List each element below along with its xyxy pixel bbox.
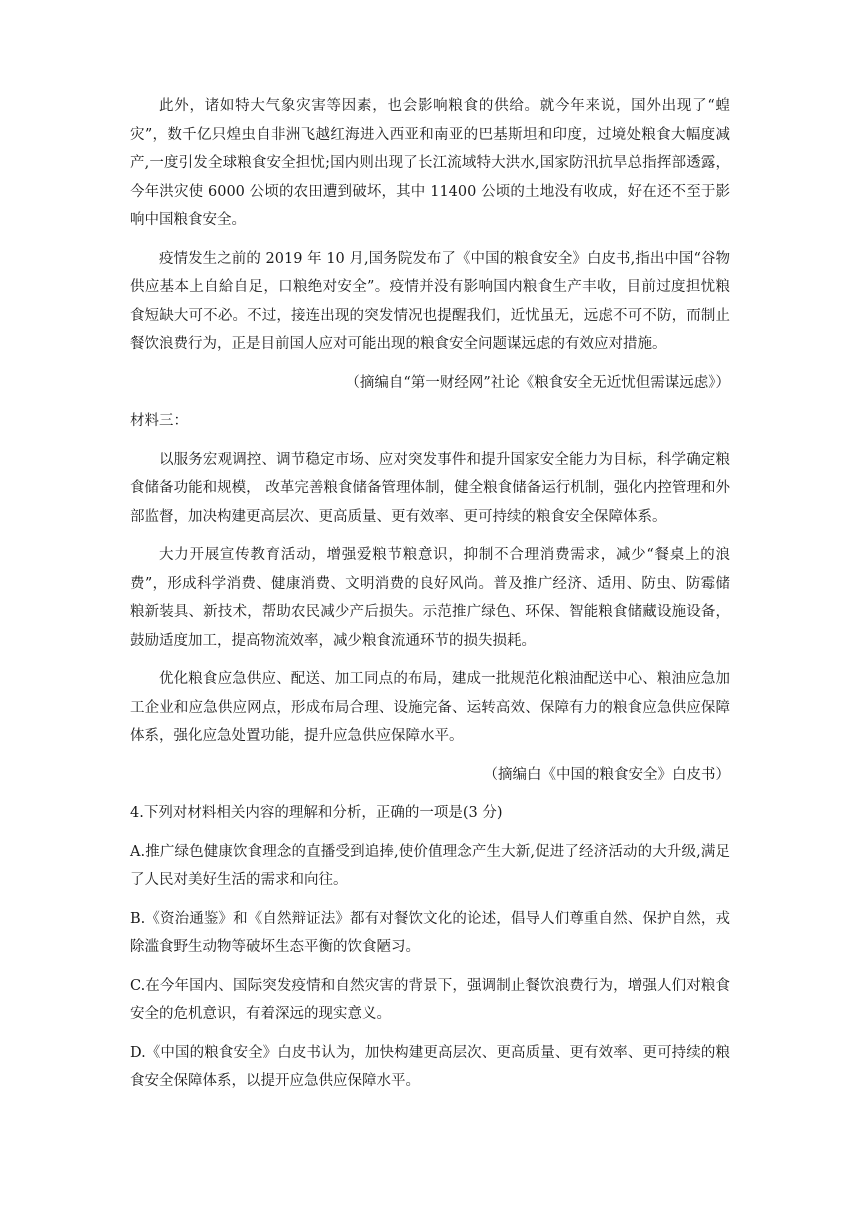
- material2-paragraph-2: 疫情发生之前的 2019 年 10 月,国务院发布了《中国的粮食安全》白皮书,指出中国“谷物供应基本上自給自足，口粮绝对安全”。疫情并没有影响国内粮食生产丰收，目前过度担忧粮食短缺大可不必。不过，接连出现的突发情况也提醒我们，近忧虽无，远虑不可不防，而制止餐饮浪费行为，正是目前国人应对可能出现的粮食安全问题谋远虑的有效应对措施。: [130, 250, 730, 352]
- material3-paragraph-2: 大力开展宣传教育活动，增强爱粮节粮意识，抑制不合理消费需求，减少“餐桌上的浪费”，形成科学消费、健康消费、文明消费的良好风尚。普及推广经济、适用、防虫、防霉储粮新装具、新技术，帮助农民减少产后损失。示范推广绿色、环保、智能粮食储藏设施设备，鼓励适度加工，提高物流效率，减少粮食流通环节的损失损耗。: [130, 547, 730, 649]
- question-option-d: D.《中国的粮食安全》白皮书认为，加快构建更高层次、更高质量、更有效率、更可持续的粮食安全保障体系，以提开应急供应保障水平。: [130, 1044, 730, 1089]
- material2-source: （摘编自“第一财经网”社论《粮食安全无近忧但需谋远虑》）: [345, 374, 730, 391]
- material3-paragraph-1: 以服务宏观调控、调节稳定市场、应对突发事件和提升国家安全能力为目标，科学确定粮食储备功能和规模， 改革完善粮食储备管理体制，健全粮食储备运行机制，强化内控管理和外部监督，加决构建更高层次、更高质量、更有效率、更可持续的粮食安全保障体系。: [130, 451, 730, 525]
- question-option-b: B.《资治通鉴》和《自然辩证法》都有对餐饮文化的论述，倡导人们尊重自然、保护自然，戎除滥食野生动物等破坏生态平衡的饮食陋习。: [130, 910, 730, 955]
- material3-source: （摘编白《中国的粮食安全》白皮书）: [483, 766, 730, 783]
- question-option-c: C.在今年国内、国际突发疫情和自然灾害的背景下，强调制止餐饮浪费行为，增强人们对粮食安全的危机意识，有着深远的现实意义。: [130, 977, 730, 1022]
- document-page: [130, 92, 730, 1106]
- material3-label: 材料三：: [130, 413, 188, 429]
- material3-paragraph-3: 优化粮食应急供应、配送、加工同点的布局，建成一批规范化粮油配送中心、粮油应急加工企业和应急供应网点，形成布局合理、设施完备、运转高效、保障有力的粮食应急供应保障体系，强化应急处置功能，提升应急供应保障水平。: [130, 671, 730, 744]
- material2-paragraph-1: 此外，诸如特大气象灾害等因素，也会影响粮食的供给。就今年来说，国外出现了“蝗灾”，数千亿只煌虫自非洲飞越红海进入西亚和南亚的巴基斯坦和印度，过境处粮食大幅度减产,一度引发全球粮食安全担忧;国内则出现了长江流域特大洪水,国家防汛抗旱总指挥部透露，今年洪灾使 6000 公顷的农田遭到破坏，其中 11400 公顷的土地没有收成，好在还不至于影响中国粮食安全。: [130, 98, 730, 228]
- question-option-a: A.推广绿色健康饮食理念的直播受到追捧,使价值理念产生大新,促进了经济活动的大升级,满足了人民对美好生活的需求和向往。: [130, 843, 730, 888]
- question-stem: 4.下列对材料相关内容的理解和分析，正确的一项是(3 分): [130, 805, 503, 821]
